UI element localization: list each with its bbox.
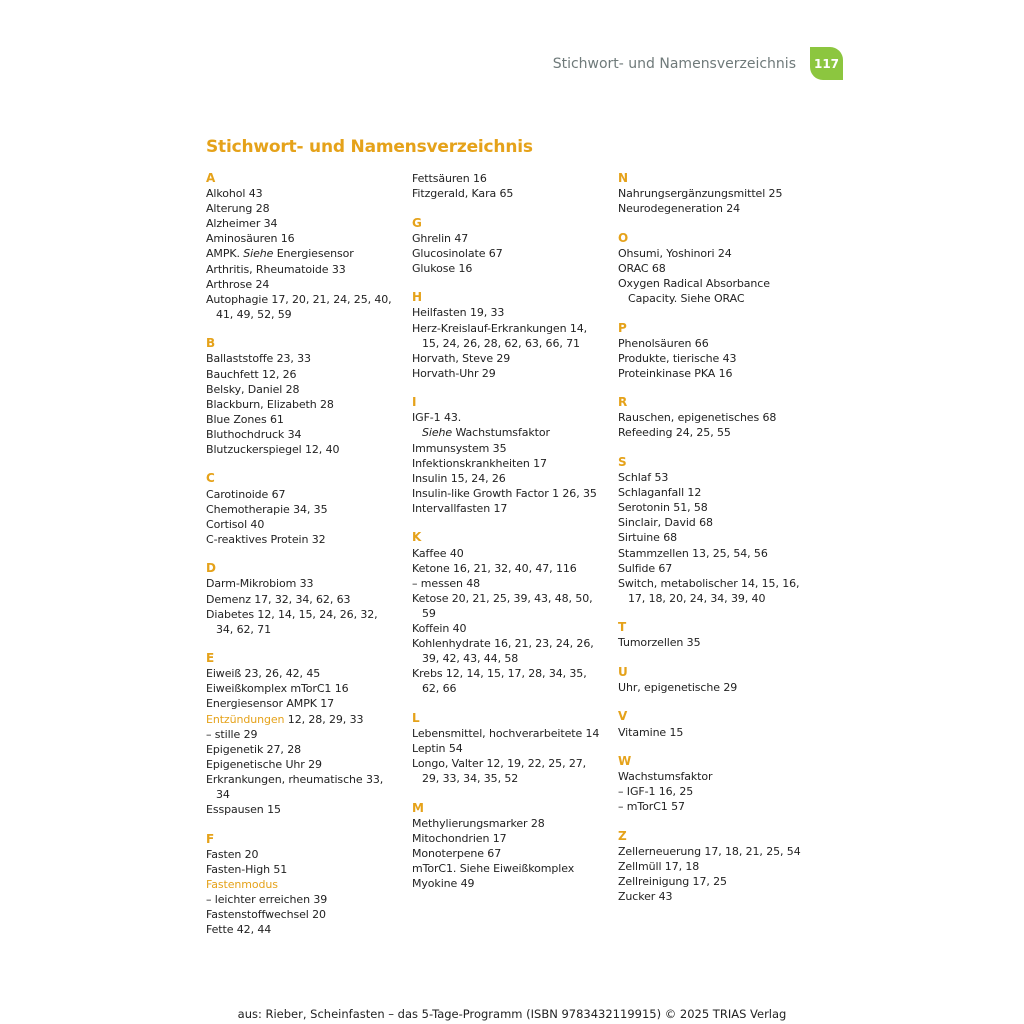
index-entry: Alterung 28 [206,202,270,216]
index-entry: Leptin 54 [412,742,463,756]
index-entry: Insulin 15, 24, 26 [412,471,506,485]
index-entry: Zellerneuerung 17, 18, 21, 25, 54 [618,844,801,858]
index-section [412,395,606,516]
index-entry: Erkrankungen, rheumatische 33, 34 [206,772,384,802]
index-entry: Glukose 16 [412,261,473,275]
index-entry-pages: Energiesensor [273,247,354,261]
index-entry: Horvath, Steve 29 [412,351,511,365]
index-section [618,620,808,650]
index-section [412,290,606,381]
index-letter-heading: E [206,651,215,666]
index-entry: Ohsumi, Yoshinori 24 [618,246,732,260]
index-entry: Demenz 17, 32, 34, 62, 63 [206,592,351,606]
index-letter-heading: P [618,320,627,335]
index-section [412,530,606,696]
index-letter-heading: H [412,290,422,305]
index-section [206,471,396,546]
index-entry: Esspausen 15 [206,803,281,817]
index-entry: Switch, metabolischer 14, 15, 16, 17, 18, 20, 24, 34, 39, 40 [618,576,800,605]
index-entry: Methylierungsmarker 28 [412,816,545,830]
index-entry: Epigenetische Uhr 29 [206,757,322,771]
index-entry: Wachstumsfaktor [618,770,713,784]
index-entry: Vitamine 15 [618,725,684,739]
index-entry-term: AMPK. [206,247,244,261]
index-entry [206,712,396,727]
index-entry: Longo, Valter 12, 19, 22, 25, 27, 29, 33, 34, 35, 52 [412,757,587,786]
index-entry: Bluthochdruck 34 [206,427,302,441]
index-entry: Blackburn, Elizabeth 28 [206,397,334,411]
index-entry: – messen 48 [412,576,481,590]
index-entry: Myokine 49 [412,877,475,891]
index-letter-heading: S [618,454,627,469]
index-entry: Cortisol 40 [206,517,265,531]
index-entry: Arthrose 24 [206,277,270,291]
index-entry: Fitzgerald, Kara 65 [412,187,514,201]
index-entry-highlight: Fastenmodus [206,877,278,891]
index-entry: Diabetes 12, 14, 15, 24, 26, 32, 34, 62, 71 [206,607,378,636]
index-entry: Blue Zones 61 [206,412,284,426]
index-entry: Autophagie 17, 20, 21, 24, 25, 40, 41, 49, 52, 59 [206,292,392,321]
index-letter-heading: Z [618,828,627,843]
index-entry: – mTorC1 57 [618,800,685,814]
index-letter-heading: B [206,336,216,351]
index-entry: Insulin-like Growth Factor 1 26, 35 [412,486,597,500]
index-entry: Fasten 20 [206,847,259,861]
index-letter-heading: W [618,754,632,769]
index-entry [412,425,606,440]
index-entry: Carotinoide 67 [206,487,286,501]
index-entry: Alzheimer 34 [206,217,278,231]
index-letter-heading: K [412,530,422,545]
index-section [412,171,606,201]
index-entry: – leichter erreichen 39 [206,892,328,906]
index-entry: Eiweiß 23, 26, 42, 45 [206,667,321,681]
index-section [618,321,808,381]
index-entry: Alkohol 43 [206,187,263,201]
index-entry [206,877,396,892]
index-letter-heading: G [412,215,422,230]
index-entry: Zellreinigung 17, 25 [618,875,727,889]
index-entry-highlight: Entzündungen [206,712,285,726]
index-entry: Monoterpene 67 [412,847,502,860]
index-entry: Ballaststoffe 23, 33 [206,352,311,366]
index-entry: Fasten-High 51 [206,862,288,876]
index-section [618,754,808,814]
index-entry: Uhr, epigenetische 29 [618,680,738,694]
index-section [206,832,396,938]
index-letter-heading: O [618,230,629,245]
index-column-2 [412,171,606,906]
index-letter-heading: A [206,171,216,185]
index-letter-heading: C [206,471,215,486]
index-entry: Infektionskrankheiten 17 [412,456,547,470]
index-entry: C-reaktives Protein 32 [206,532,326,546]
index-entry: Oxygen Radical Absorbance Capacity. Siehe ORAC [618,276,770,306]
index-entry: Nahrungsergänzungsmittel 25 [618,187,783,201]
index-entry: Eiweißkomplex mTorC1 16 [206,682,349,696]
index-entry: Stammzellen 13, 25, 54, 56 [618,546,768,560]
index-entry: Aminosäuren 16 [206,232,295,246]
index-entry: Kohlenhydrate 16, 21, 23, 24, 26, 39, 42, 43, 44, 58 [412,637,594,666]
index-letter-heading: F [206,831,215,846]
index-entry [206,246,396,261]
index-entry: Schlaganfall 12 [618,486,702,500]
index-entry: mTorC1. Siehe Eiweißkomplex [412,862,575,876]
page-footer-citation: aus: Rieber, Scheinfasten – das 5-Tage-Programm (ISBN 9783432119915) © 2025 TRIAS Verlag [237,1007,787,1021]
index-letter-heading: V [618,709,628,724]
index-entry: Heilfasten 19, 33 [412,306,505,320]
index-section [618,455,808,606]
index-entry: Sinclair, David 68 [618,516,713,530]
index-section [618,231,808,306]
index-section [206,336,396,457]
index-entry: Ghrelin 47 [412,231,469,245]
index-entry: Koffein 40 [412,622,467,635]
index-letter-heading: R [618,395,628,410]
index-entry: Herz-Kreislauf-Erkrankungen 14, 15, 24, 26, 28, 62, 63, 66, 71 [412,321,588,350]
page-number-badge: 117 [810,47,843,80]
index-column-1 [206,171,396,952]
index-entry: Refeeding 24, 25, 55 [618,426,731,440]
index-entry: IGF-1 43. [412,411,462,425]
index-letter-heading: D [206,561,216,576]
index-letter-heading: U [618,664,628,679]
index-entry-pages: 12, 28, 29, 33 [284,712,364,726]
index-entry: ORAC 68 [618,261,666,275]
index-section [618,829,808,904]
index-entry: Schlaf 53 [618,471,669,485]
index-entry: Belsky, Daniel 28 [206,382,300,396]
index-entry: Fettsäuren 16 [412,172,487,185]
index-entry: Phenolsäuren 66 [618,336,709,350]
index-letter-heading: L [412,710,420,725]
index-letter-heading: T [618,620,627,635]
index-entry: Ketose 20, 21, 25, 39, 43, 48, 50, 59 [412,591,593,620]
index-entry: Horvath-Uhr 29 [412,366,496,380]
index-section [618,395,808,440]
index-entry: Darm-Mikrobiom 33 [206,577,314,591]
index-column-3 [618,171,808,919]
index-entry: Epigenetik 27, 28 [206,742,302,756]
index-entry: Zellmüll 17, 18 [618,859,700,873]
index-entry: Arthritis, Rheumatoide 33 [206,262,346,276]
index-entry: Neurodegeneration 24 [618,202,741,216]
index-entry: Energiesensor AMPK 17 [206,697,335,711]
index-entry: – stille 29 [206,727,258,741]
index-section [618,665,808,695]
index-entry: Lebensmittel, hochverarbeitete 14 [412,726,600,740]
index-entry-pages: Wachstumsfaktor [452,426,550,440]
index-entry: Serotonin 51, 58 [618,501,708,515]
index-entry: Tumorzellen 35 [618,636,701,650]
index-entry: Krebs 12, 14, 15, 17, 28, 34, 35, 62, 66 [412,667,587,696]
index-entry: Chemotherapie 34, 35 [206,502,328,516]
index-entry: Fette 42, 44 [206,923,272,937]
index-entry: Proteinkinase PKA 16 [618,366,733,380]
index-entry: Intervallfasten 17 [412,501,508,515]
index-section [206,171,396,322]
index-entry-see-reference: Siehe [243,247,274,261]
index-entry: Zucker 43 [618,890,673,904]
index-section [412,216,606,276]
index-section [206,561,396,636]
index-entry: Bauchfett 12, 26 [206,367,297,381]
index-letter-heading: M [412,800,424,815]
index-entry: Fastenstoffwechsel 20 [206,908,326,922]
index-entry: Kaffee 40 [412,546,464,560]
index-entry: Sulfide 67 [618,561,673,575]
index-entry-see-reference: Siehe [422,426,453,440]
index-title: Stichwort- und Namensverzeichnis [206,137,533,157]
running-header-title: Stichwort- und Namensverzeichnis [552,56,796,72]
index-entry: Immunsystem 35 [412,441,507,455]
index-entry: Produkte, tierische 43 [618,351,737,365]
index-section [618,709,808,739]
index-letter-heading: I [412,395,417,410]
index-entry: Mitochondrien 17 [412,831,507,845]
index-letter-heading: N [618,171,628,185]
index-entry: Ketone 16, 21, 32, 40, 47, 116 [412,561,577,575]
index-entry: Rauschen, epigenetisches 68 [618,411,777,425]
index-entry: – IGF-1 16, 25 [618,785,694,799]
index-section [618,171,808,216]
index-entry: Glucosinolate 67 [412,246,503,260]
index-section [412,801,606,892]
index-section [206,651,396,817]
index-entry: Blutzuckerspiegel 12, 40 [206,442,340,456]
index-section [412,711,606,786]
index-entry: Sirtuine 68 [618,531,678,545]
